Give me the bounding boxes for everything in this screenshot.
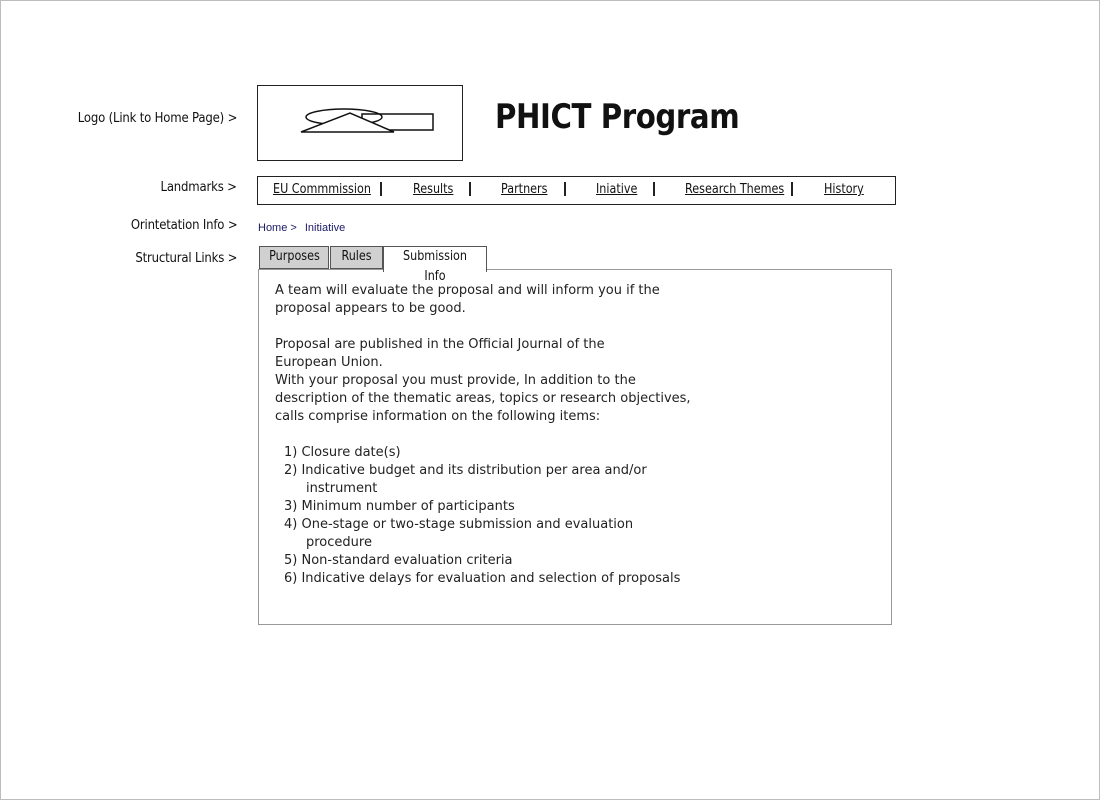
tab-submission-info[interactable]: Submission Info: [383, 246, 487, 272]
nav-link-history[interactable]: History: [824, 182, 864, 197]
page-title: PHICT Program: [495, 97, 740, 137]
list-item: 2) Indicative budget and its distribution per area and/or: [284, 463, 647, 478]
breadcrumb: [258, 222, 353, 234]
nav-link-research-themes[interactable]: Research Themes: [685, 182, 785, 197]
text-line: description of the thematic areas, topics or research objectives,: [275, 391, 691, 406]
nav-separator: [380, 182, 382, 196]
list-item: 3) Minimum number of participants: [284, 499, 515, 514]
nav-separator: [653, 182, 655, 196]
annotation-logo: Logo (Link to Home Page) >: [77, 111, 237, 126]
tab-content-panel: [258, 269, 892, 625]
text-line: With your proposal you must provide, In addition to the: [275, 373, 636, 388]
nav-link-eu-commission[interactable]: EU Commmission: [273, 182, 371, 197]
list-item-continuation: instrument: [306, 481, 378, 496]
text-line: Proposal are published in the Official Journal of the: [275, 337, 605, 352]
landmarks-nav: [257, 176, 896, 205]
nav-link-initiative[interactable]: Iniative: [596, 182, 638, 197]
list-item: 6) Indicative delays for evaluation and selection of proposals: [284, 571, 681, 586]
nav-separator: [791, 182, 793, 196]
breadcrumb-current: Initiative: [304, 222, 346, 234]
tab-purposes[interactable]: Purposes: [259, 246, 329, 269]
list-item: 1) Closure date(s): [284, 445, 401, 460]
annotation-landmarks: Landmarks >: [160, 180, 237, 195]
text-line: A team will evaluate the proposal and will inform you if the: [275, 283, 660, 298]
nav-link-partners[interactable]: Partners: [501, 182, 548, 197]
list-item: 5) Non-standard evaluation criteria: [284, 553, 513, 568]
list-item-continuation: procedure: [306, 535, 372, 550]
annotation-structural: Structural Links >: [135, 251, 237, 266]
nav-link-results[interactable]: Results: [413, 182, 454, 197]
annotation-orientation: Orintetation Info >: [130, 218, 237, 233]
list-item: 4) One-stage or two-stage submission and evaluation: [284, 517, 634, 532]
requirements-list: [275, 444, 691, 588]
submission-info-text: [275, 282, 691, 588]
breadcrumb-home[interactable]: Home >: [258, 222, 297, 234]
text-line: European Union.: [275, 355, 383, 370]
text-line: calls comprise information on the following items:: [275, 409, 601, 424]
nav-separator: [564, 182, 566, 196]
logo-icon: [258, 86, 462, 160]
logo-link[interactable]: [257, 85, 463, 161]
tab-rules[interactable]: Rules: [330, 246, 383, 269]
text-line: proposal appears to be good.: [275, 301, 466, 316]
nav-separator: [469, 182, 471, 196]
